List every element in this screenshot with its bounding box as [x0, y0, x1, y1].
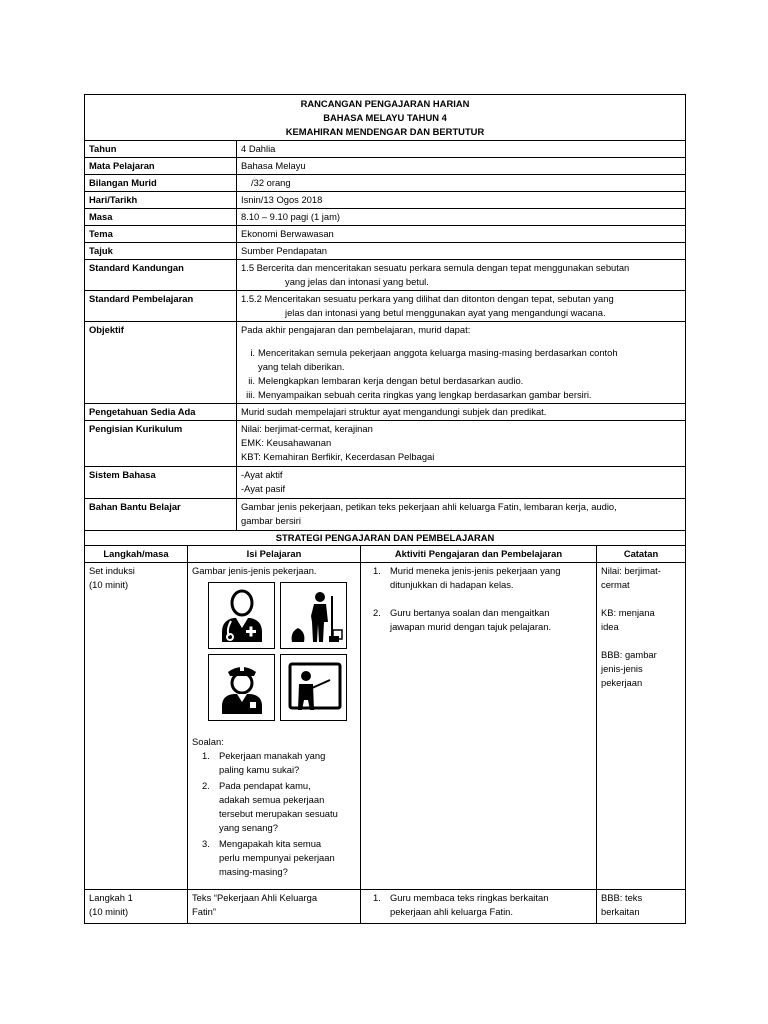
isi-langkah-1-line2: Fatin”: [192, 906, 216, 917]
value-masa: 8.10 – 9.10 pagi (1 jam): [237, 209, 686, 226]
aktiviti-2-line1: Guru bertanya soalan dan mengaitkan: [390, 607, 550, 618]
value-tajuk: Sumber Pendapatan: [237, 243, 686, 260]
col-header-aktiviti: Aktiviti Pengajaran dan Pembelajaran: [361, 546, 597, 563]
catatan-spacer: [601, 592, 681, 606]
catatan-line: pekerjaan: [601, 677, 643, 688]
masa-langkah-1: (10 minit): [89, 906, 129, 917]
sk-line2: yang jelas dan intonasi yang betul.: [285, 276, 429, 287]
objektif-ii-text: Melengkapkan lembaran kerja dengan betul berdasarkan audio.: [258, 375, 524, 386]
doctor-picture: [208, 582, 275, 649]
soalan-2-line4: yang senang?: [219, 822, 278, 833]
catatan-line: Nilai: berjimat-: [601, 565, 661, 576]
row-tema: [85, 226, 686, 243]
header-skill: KEMAHIRAN MENDENGAR DAN BERTUTUR: [285, 126, 485, 137]
bbb-line2: gambar bersiri: [241, 515, 301, 526]
row-objektif: [85, 322, 686, 404]
teacher-icon: [284, 658, 344, 718]
label-tahun: Tahun: [85, 141, 237, 158]
job-pictures-grid: [208, 582, 356, 721]
value-standard-pembelajaran: [237, 291, 686, 322]
sk-line1: 1.5 Bercerita dan menceritakan sesuatu perkara semula dengan tepat menggunakan sebutan: [241, 262, 630, 273]
row-tajuk: [85, 243, 686, 260]
police-icon: [212, 658, 272, 718]
aktiviti-langkah-1-num: 1.: [373, 892, 381, 903]
label-bahan-bantu-belajar: Bahan Bantu Belajar: [85, 499, 237, 531]
strategi-row-set-induksi: [85, 563, 686, 890]
label-pengisian-kurikulum: Pengisian Kurikulum: [85, 421, 237, 467]
label-mata-pelajaran: Mata Pelajaran: [85, 158, 237, 175]
aktiviti-list: [365, 564, 592, 634]
strategi-table: [84, 530, 686, 924]
row-bahan-bantu-belajar: [85, 499, 686, 531]
soalan-item: [202, 779, 356, 835]
rph-info-table: [84, 94, 686, 531]
row-tahun: [85, 141, 686, 158]
janitor-icon: [284, 586, 344, 646]
value-bahan-bantu-belajar: [237, 499, 686, 531]
cell-langkah-set-induksi: [85, 563, 188, 890]
aktiviti-1-text: [390, 564, 560, 592]
value-sistem-bahasa: [237, 467, 686, 499]
soalan-label: Soalan:: [192, 736, 224, 747]
objektif-item-ii: [241, 374, 681, 388]
soalan-1-num: 1.: [202, 750, 210, 761]
soalan-3-line2: perlu mempunyai pekerjaan: [219, 852, 335, 863]
sb-line2: -Ayat pasif: [241, 483, 286, 494]
catatan-line: BBB: gambar: [601, 649, 657, 660]
catatan-line: KB: menjana: [601, 607, 655, 618]
value-standard-kandungan: [237, 260, 686, 291]
aktiviti-langkah-1-item: [365, 891, 592, 919]
sp-line2: jelas dan intonasi yang betul menggunakan ayat yang mengandungi wacana.: [285, 307, 606, 318]
soalan-3-num: 3.: [202, 838, 210, 849]
isi-gambar-label: Gambar jenis-jenis pekerjaan.: [192, 565, 317, 576]
strategi-row-langkah-1: [85, 890, 686, 924]
label-pengetahuan-sedia-ada: Pengetahuan Sedia Ada: [85, 404, 237, 421]
aktiviti-1-line1: Murid meneka jenis-jenis pekerjaan yang: [390, 565, 561, 576]
teacher-picture: [280, 654, 347, 721]
objektif-i-line2: yang telah diberikan.: [258, 361, 345, 372]
objektif-i-line1: Menceritakan semula pekerjaan anggota keluarga masing-masing berdasarkan contoh: [258, 347, 618, 358]
soalan-2-line2: adakah semua pekerjaan: [219, 794, 325, 805]
label-sistem-bahasa: Sistem Bahasa: [85, 467, 237, 499]
catatan-langkah-1-line1: BBB: teks: [601, 892, 643, 903]
cell-aktiviti-langkah-1: [361, 890, 597, 924]
doctor-icon: [212, 586, 272, 646]
sp-line1: 1.5.2 Menceritakan sesuatu perkara yang dilihat dan ditonton dengan tepat, sebutan yang: [241, 293, 614, 304]
row-standard-kandungan: [85, 260, 686, 291]
value-bilangan-murid: /32 orang: [237, 175, 686, 192]
aktiviti-langkah-1-line1: Guru membaca teks ringkas berkaitan: [390, 892, 549, 903]
row-sistem-bahasa: [85, 467, 686, 499]
strategi-title: STRATEGI PENGAJARAN DAN PEMBELAJARAN: [85, 531, 686, 546]
soalan-1-text: [219, 749, 325, 777]
aktiviti-1-num: 1.: [373, 565, 381, 576]
masa-set-induksi: (10 minit): [89, 579, 129, 590]
aktiviti-2-text: [390, 606, 551, 634]
cell-isi-set-induksi: [188, 563, 361, 890]
catatan-line: jenis-jenis: [601, 663, 643, 674]
value-pengisian-kurikulum: [237, 421, 686, 467]
aktiviti-langkah-1-line2: pekerjaan ahli keluarga Fatin.: [390, 906, 513, 917]
header-row: [85, 95, 686, 141]
soalan-1-line2: paling kamu sukai?: [219, 764, 300, 775]
cell-aktiviti-set-induksi: [361, 563, 597, 890]
value-pengetahuan-sedia-ada: Murid sudah mempelajari struktur ayat mengandungi subjek dan predikat.: [237, 404, 686, 421]
soalan-3-line3: masing-masing?: [219, 866, 288, 877]
sb-line1: -Ayat aktif: [241, 469, 283, 480]
label-hari-tarikh: Hari/Tarikh: [85, 192, 237, 209]
label-standard-kandungan: Standard Kandungan: [85, 260, 237, 291]
objektif-iii-num: iii.: [246, 389, 255, 400]
langkah-set-induksi: Set induksi: [89, 565, 135, 576]
row-hari-tarikh: [85, 192, 686, 209]
soalan-2-text: [219, 779, 338, 835]
objektif-item-iii: [241, 388, 681, 402]
pk-nilai: Nilai: berjimat-cermat, kerajinan: [241, 423, 373, 434]
soalan-item: [202, 749, 356, 777]
soalan-list: [192, 749, 356, 879]
objektif-item-i: [241, 346, 681, 360]
soalan-3-line1: Mengapakah kita semua: [219, 838, 322, 849]
pk-emk: EMK: Keusahawanan: [241, 437, 332, 448]
aktiviti-2-line2: jawapan murid dengan tajuk pelajaran.: [390, 621, 552, 632]
row-pengisian-kurikulum: [85, 421, 686, 467]
header-subject: BAHASA MELAYU TAHUN 4: [323, 112, 447, 123]
bbb-line1: Gambar jenis pekerjaan, petikan teks pekerjaan ahli keluarga Fatin, lembaran kerja, audio,: [241, 501, 617, 512]
soalan-2-line1: Pada pendapat kamu,: [219, 780, 311, 791]
row-standard-pembelajaran: [85, 291, 686, 322]
objektif-iii-text: Menyampaikan sebuah cerita ringkas yang lengkap berdasarkan gambar bersiri.: [258, 389, 592, 400]
cell-isi-langkah-1: [188, 890, 361, 924]
catatan-line: idea: [601, 621, 619, 632]
police-picture: [208, 654, 275, 721]
cell-catatan-langkah-1: [597, 890, 686, 924]
aktiviti-langkah-1-text: [390, 891, 548, 919]
pk-kbt: KBT: Kemahiran Berfikir, Kecerdasan Pelbagai: [241, 451, 435, 462]
label-tajuk: Tajuk: [85, 243, 237, 260]
isi-langkah-1-line1: Teks “Pekerjaan Ahli Keluarga: [192, 892, 318, 903]
soalan-3-text: [219, 837, 335, 879]
aktiviti-2-num: 2.: [373, 607, 381, 618]
langkah-1: Langkah 1: [89, 892, 133, 903]
label-tema: Tema: [85, 226, 237, 243]
cell-langkah-1: [85, 890, 188, 924]
label-standard-pembelajaran: Standard Pembelajaran: [85, 291, 237, 322]
label-objektif: Objektif: [85, 322, 237, 404]
strategi-column-headers: [85, 546, 686, 563]
objektif-i-num: i.: [250, 347, 255, 358]
value-tema: Ekonomi Berwawasan: [237, 226, 686, 243]
header-title: RANCANGAN PENGAJARAN HARIAN: [300, 98, 470, 109]
catatan-spacer: [601, 634, 681, 648]
value-tahun: 4 Dahlia: [237, 141, 686, 158]
row-bilangan-murid: [85, 175, 686, 192]
cell-catatan-set-induksi: [597, 563, 686, 890]
label-masa: Masa: [85, 209, 237, 226]
soalan-2-line3: tersebut merupakan sesuatu: [219, 808, 338, 819]
objektif-ii-num: ii.: [248, 375, 255, 386]
catatan-line: cermat: [601, 579, 630, 590]
value-objektif: [237, 322, 686, 404]
row-pengetahuan-sedia-ada: [85, 404, 686, 421]
col-header-isi: Isi Pelajaran: [188, 546, 361, 563]
cleaner-picture: [280, 582, 347, 649]
soalan-1-line1: Pekerjaan manakah yang: [219, 750, 326, 761]
strategi-title-row: [85, 531, 686, 546]
value-mata-pelajaran: Bahasa Melayu: [237, 158, 686, 175]
label-bilangan-murid: Bilangan Murid: [85, 175, 237, 192]
row-masa: [85, 209, 686, 226]
aktiviti-1-line2: ditunjukkan di hadapan kelas.: [390, 579, 514, 590]
catatan-langkah-1-line2: berkaitan: [601, 906, 640, 917]
value-hari-tarikh: Isnin/13 Ogos 2018: [237, 192, 686, 209]
soalan-2-num: 2.: [202, 780, 210, 791]
soalan-item: [202, 837, 356, 879]
aktiviti-item: [373, 564, 592, 592]
objektif-intro: Pada akhir pengajaran dan pembelajaran, murid dapat:: [241, 324, 471, 335]
col-header-catatan: Catatan: [597, 546, 686, 563]
aktiviti-item: [373, 606, 592, 634]
col-header-langkah: Langkah/masa: [85, 546, 188, 563]
row-mata-pelajaran: [85, 158, 686, 175]
